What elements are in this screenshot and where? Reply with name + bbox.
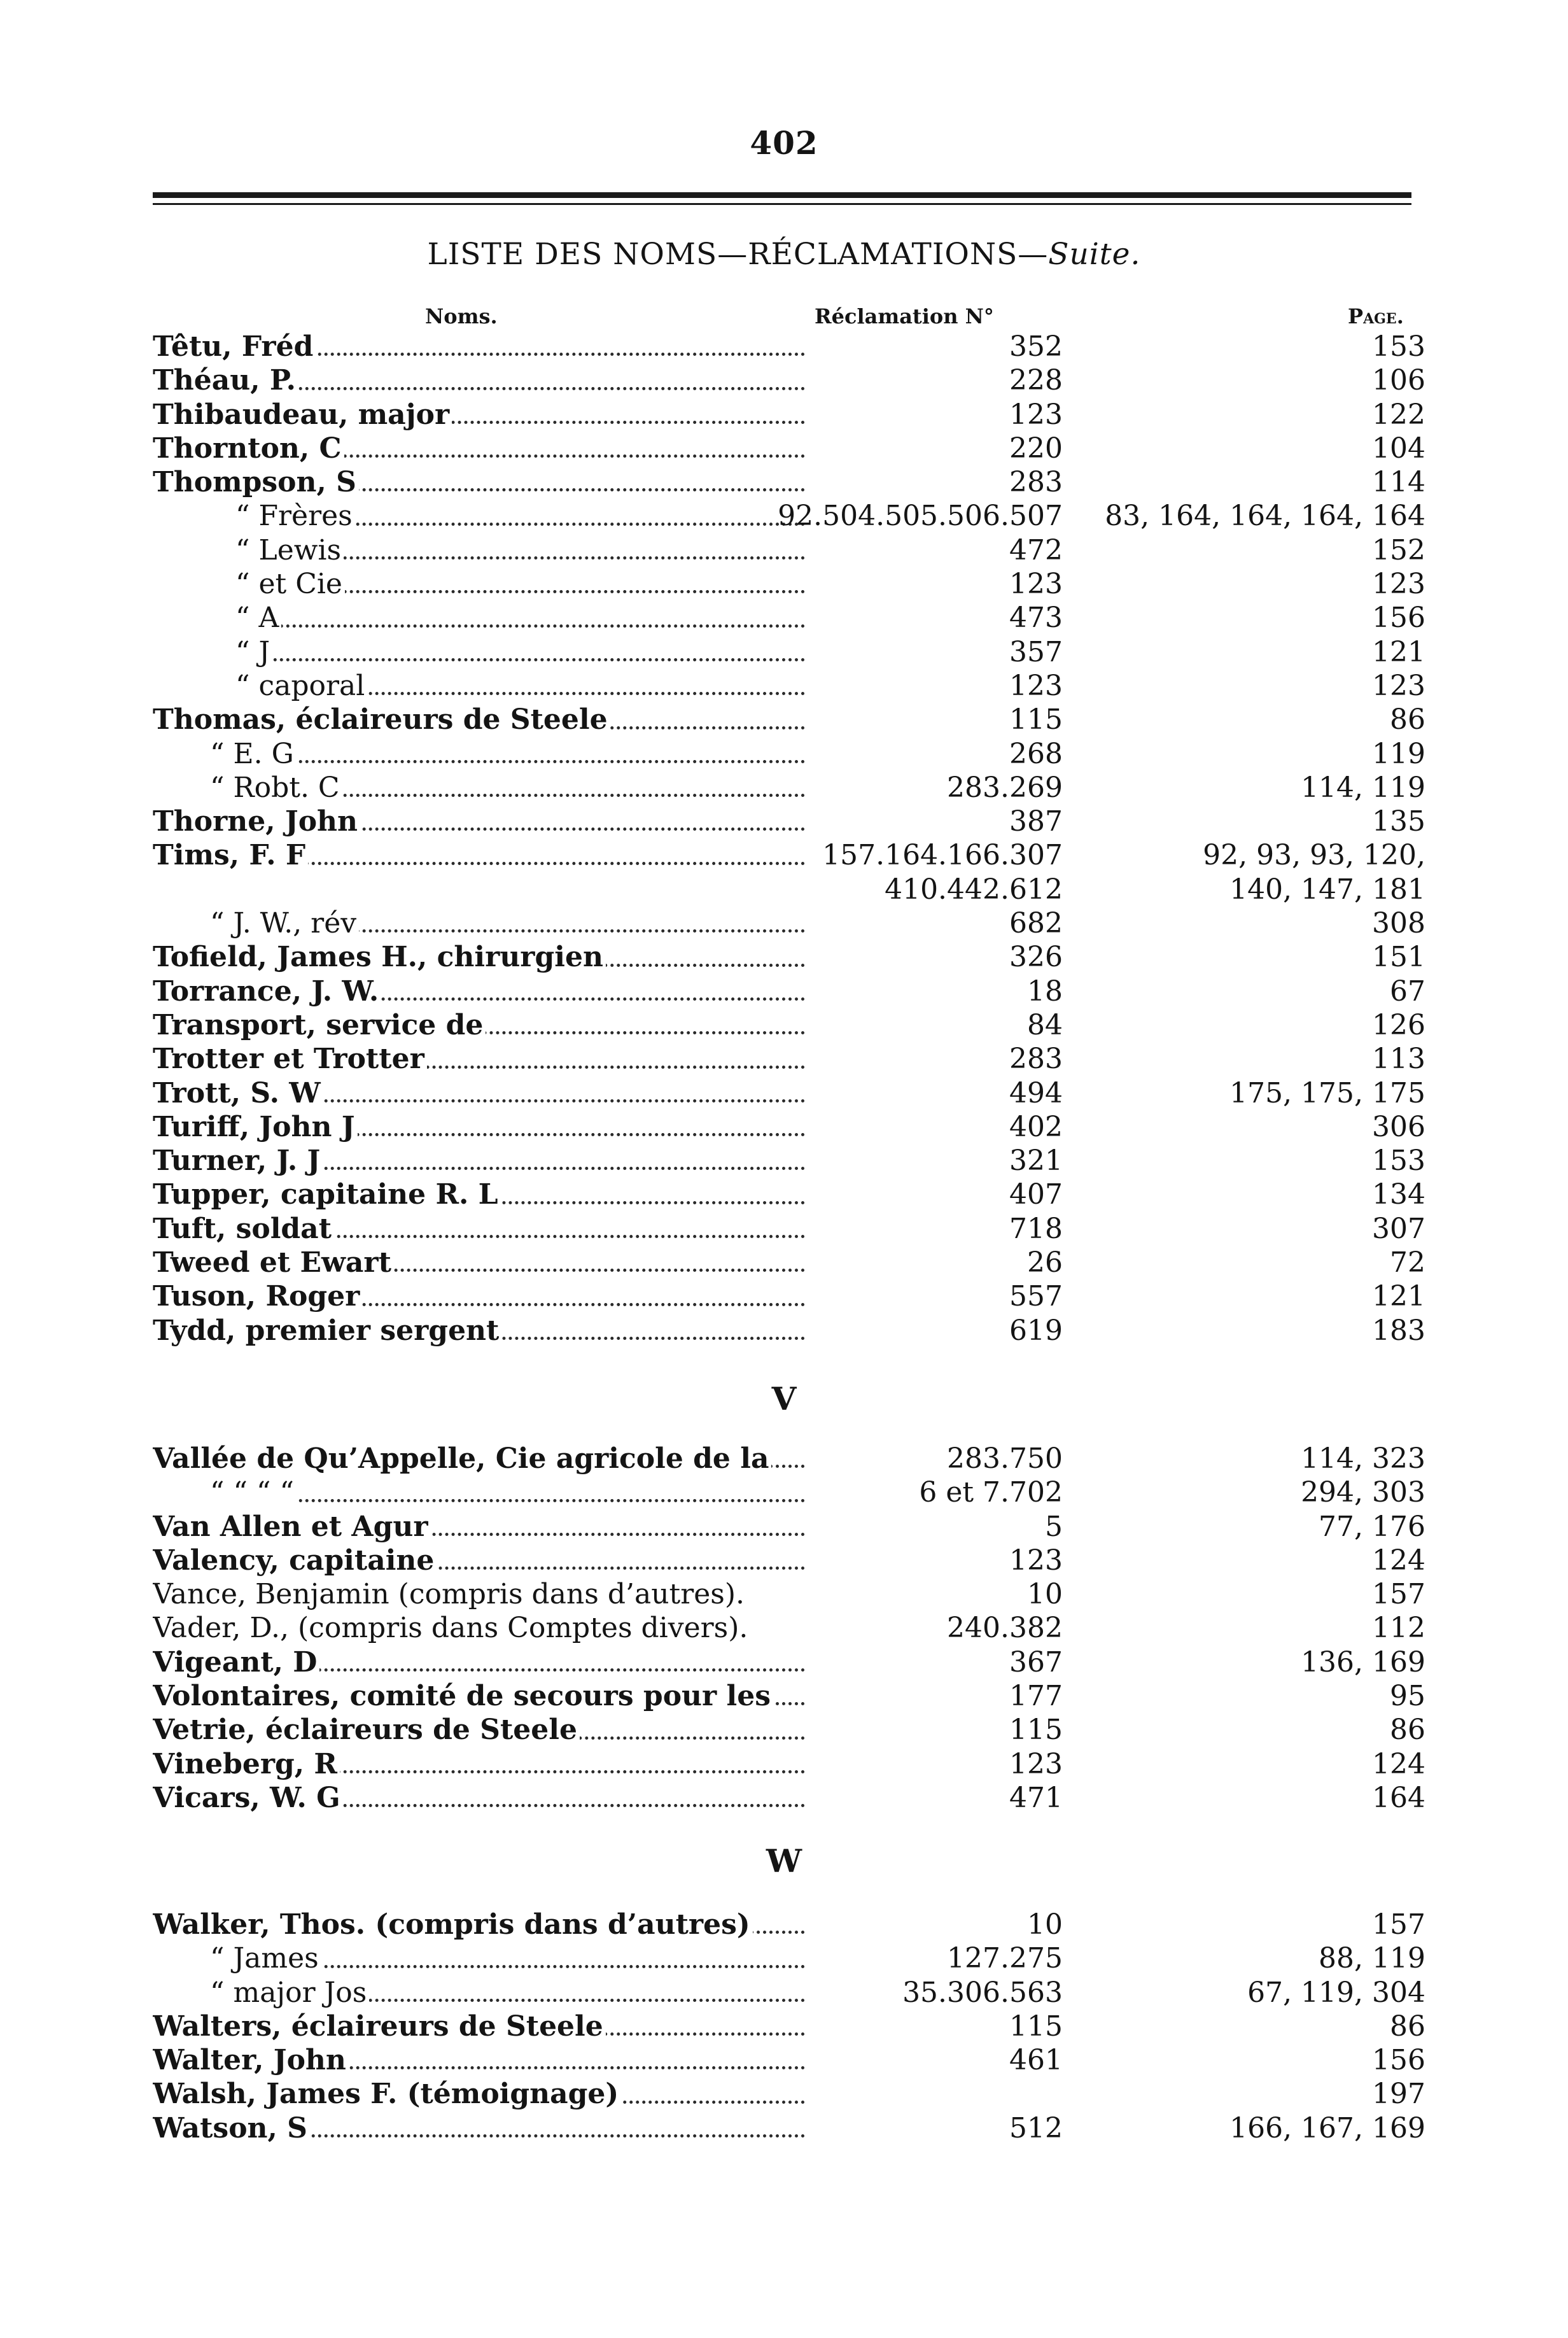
entry-name-cell: [153, 2077, 805, 2111]
entry-name: “ major Jos: [153, 1976, 369, 2009]
reclamation-number: 283.269: [947, 771, 1063, 804]
entry-name: “ A: [153, 602, 281, 634]
entry-name: Tupper, capitaine R. L: [153, 1178, 501, 1211]
reclamation-number: 619: [1009, 1314, 1063, 1347]
reclamation-number: 352: [1009, 330, 1063, 363]
reclamation-number: 220: [1009, 432, 1063, 465]
reclamation-number: 240.382: [947, 1612, 1063, 1645]
page-reference: 123: [1372, 669, 1425, 702]
page-reference: 95: [1390, 1680, 1425, 1713]
entry-name-cell: [153, 1246, 805, 1279]
reclamation-number: 283.750: [947, 1442, 1063, 1475]
index-row: [153, 1645, 1425, 1679]
entry-name-cell: [153, 873, 805, 906]
reclamation-number: 127.275: [947, 1942, 1063, 1975]
title-suite: Suite.: [1048, 237, 1141, 272]
reclamation-number: 718: [1009, 1212, 1063, 1245]
reclamation-number: 461: [1009, 2044, 1063, 2077]
reclamation-number: 123: [1009, 398, 1063, 431]
page-reference: 153: [1372, 1144, 1425, 1178]
entry-name-cell: [153, 737, 805, 771]
entry-name-cell: [153, 1781, 805, 1815]
index-row: [153, 2010, 1425, 2043]
entry-name-cell: [153, 363, 805, 397]
entry-name-cell: [153, 1008, 805, 1042]
entry-name: Théau, P.: [153, 364, 298, 397]
reclamation-number: 473: [1009, 602, 1063, 635]
index-row: [153, 635, 1425, 669]
reclamation-number: 357: [1009, 635, 1063, 668]
entry-name-cell: [153, 1110, 805, 1144]
index-row: [153, 2077, 1425, 2111]
page-reference: 136, 169: [1301, 1645, 1425, 1679]
entry-name-cell: [153, 1475, 805, 1509]
reclamation-number: 10: [1027, 1908, 1063, 1941]
page-reference: 123: [1372, 568, 1425, 601]
page-reference: 121: [1372, 1280, 1425, 1313]
entry-name: Vance, Benjamin (compris dans d’autres).: [153, 1578, 747, 1610]
page-reference: 151: [1372, 941, 1425, 974]
page-reference: 126: [1372, 1008, 1425, 1041]
index-row: [153, 838, 1425, 872]
entry-name: “ James: [153, 1942, 321, 1975]
index-row: [153, 669, 1425, 703]
index-row: [153, 533, 1425, 567]
entry-name: Torrance, J. W.: [153, 975, 381, 1008]
entry-name: Turner, J. J: [153, 1144, 323, 1177]
entry-name-cell: [153, 1645, 805, 1679]
entry-name-cell: [153, 838, 805, 872]
index-row: [153, 1781, 1425, 1815]
entry-name: “ J: [153, 636, 272, 668]
entry-name: Watson, S: [153, 2112, 310, 2144]
entry-name: [153, 873, 155, 906]
entry-name-cell: [153, 1042, 805, 1076]
reclamation-number: 115: [1009, 2010, 1063, 2043]
entry-name: Thibaudeau, major: [153, 398, 452, 431]
page-reference: 86: [1390, 703, 1425, 736]
entry-name-cell: [153, 1212, 805, 1246]
entry-name-cell: [153, 669, 805, 703]
index-row: [153, 1246, 1425, 1279]
page-reference: 113: [1372, 1043, 1425, 1076]
page-reference: 114, 119: [1301, 771, 1425, 804]
index-row: [153, 330, 1425, 363]
entry-name-cell: [153, 1314, 805, 1348]
entry-name-cell: [153, 1144, 805, 1178]
index-row: [153, 1941, 1425, 1975]
page-reference: 156: [1372, 602, 1425, 635]
index-row: [153, 1908, 1425, 1941]
entry-name-cell: [153, 1076, 805, 1110]
entry-name: “ caporal: [153, 670, 367, 702]
entry-name-cell: [153, 1577, 805, 1611]
entry-name: Vader, D., (compris dans Comptes divers).: [153, 1612, 750, 1644]
reclamation-number: 123: [1009, 669, 1063, 702]
index-section-t: [153, 330, 1425, 1348]
reclamation-number: 367: [1009, 1645, 1063, 1679]
entry-name-cell: [153, 805, 805, 838]
index-row: [153, 805, 1425, 838]
index-row: [153, 1008, 1425, 1042]
entry-name-cell: [153, 330, 805, 363]
reclamation-number: 5: [1045, 1510, 1063, 1543]
reclamation-number: 18: [1027, 975, 1063, 1008]
index-row: [153, 1747, 1425, 1781]
column-header-names: Noms.: [425, 304, 498, 328]
page-reference: 119: [1372, 737, 1425, 770]
index-row: [153, 465, 1425, 499]
reclamation-number: 472: [1009, 533, 1063, 567]
index-row: [153, 567, 1425, 601]
reclamation-number: 92.504.505.506.507: [778, 500, 1063, 533]
reclamation-number: 6 et 7.702: [919, 1476, 1063, 1509]
entry-name-cell: [153, 1941, 805, 1975]
entry-name: Têtu, Fréd: [153, 330, 316, 363]
reclamation-number: 177: [1009, 1680, 1063, 1713]
page-reference: 134: [1372, 1178, 1425, 1211]
entry-name-cell: [153, 1279, 805, 1313]
entry-name-cell: [153, 1908, 805, 1941]
page-reference: 166, 167, 169: [1229, 2111, 1425, 2144]
page-reference: 86: [1390, 1714, 1425, 1747]
entry-name: Walker, Thos. (compris dans d’autres): [153, 1908, 753, 1941]
reclamation-number: 115: [1009, 703, 1063, 736]
entry-name: Trott, S. W: [153, 1077, 323, 1109]
entry-name-cell: [153, 533, 805, 567]
page-reference: 135: [1372, 805, 1425, 838]
reclamation-number: 123: [1009, 1544, 1063, 1577]
index-row: [153, 1577, 1425, 1611]
reclamation-number: 471: [1009, 1781, 1063, 1814]
entry-name: Tuft, soldat: [153, 1213, 334, 1245]
reclamation-number: 35.306.563: [902, 1976, 1063, 2009]
page-reference: 121: [1372, 635, 1425, 668]
index-section-w: [153, 1908, 1425, 2145]
entry-name-cell: [153, 1510, 805, 1544]
reclamation-number: 84: [1027, 1008, 1063, 1041]
reclamation-number: 123: [1009, 1747, 1063, 1780]
page-reference: 72: [1390, 1246, 1425, 1279]
header-rule-thin: [153, 203, 1411, 205]
entry-name-cell: [153, 1442, 805, 1475]
page-reference: 157: [1372, 1908, 1425, 1941]
entry-name-cell: [153, 2010, 805, 2043]
page-reference: 67: [1390, 975, 1425, 1008]
entry-name-cell: [153, 465, 805, 499]
entry-name-cell: [153, 1544, 805, 1577]
entry-name: Valency, capitaine: [153, 1544, 437, 1577]
reclamation-number: 682: [1009, 907, 1063, 940]
index-row: [153, 703, 1425, 736]
page-reference: 157: [1372, 1578, 1425, 1611]
reclamation-number: 268: [1009, 737, 1063, 770]
entry-name: Tuson, Roger: [153, 1280, 362, 1313]
entry-name: Thornton, C: [153, 432, 344, 465]
entry-name: Vineberg, R: [153, 1748, 340, 1780]
entry-name: Thorne, John: [153, 805, 360, 838]
reclamation-number: 494: [1009, 1076, 1063, 1109]
index-row: [153, 906, 1425, 940]
header-rule-thick: [153, 192, 1411, 198]
index-row: [153, 1442, 1425, 1475]
reclamation-number: 283: [1009, 1043, 1063, 1076]
page-reference: 308: [1372, 907, 1425, 940]
reclamation-number: 557: [1009, 1280, 1063, 1313]
index-row: [153, 1679, 1425, 1713]
entry-name: Vetrie, éclaireurs de Steele: [153, 1714, 580, 1746]
entry-name-cell: [153, 1679, 805, 1713]
entry-name: Volontaires, comité de secours pour les: [153, 1680, 773, 1712]
entry-name: Walters, éclaireurs de Steele: [153, 2010, 606, 2043]
reclamation-number: 283: [1009, 466, 1063, 499]
reclamation-number: 402: [1009, 1110, 1063, 1143]
entry-name: Trotter et Trotter: [153, 1043, 427, 1075]
entry-name: Thompson, S: [153, 466, 359, 498]
page-reference: 164: [1372, 1781, 1425, 1814]
entry-name: “ Robt. C: [153, 771, 342, 804]
entry-name: Thomas, éclaireurs de Steele: [153, 703, 610, 736]
entry-name: “ Frères: [153, 500, 355, 532]
entry-name-cell: [153, 1611, 805, 1645]
reclamation-number: 228: [1009, 364, 1063, 397]
entry-name: Tydd, premier sergent: [153, 1314, 501, 1347]
page-reference: 92, 93, 93, 120,: [1203, 839, 1425, 872]
entry-name: Van Allen et Agur: [153, 1511, 431, 1543]
page-reference: 306: [1372, 1110, 1425, 1143]
entry-name: Walsh, James F. (témoignage): [153, 2078, 621, 2110]
index-row: [153, 1544, 1425, 1577]
index-row: [153, 1110, 1425, 1144]
entry-name-cell: [153, 2111, 805, 2145]
index-row: [153, 1212, 1425, 1246]
entry-name-cell: [153, 1747, 805, 1781]
index-row: [153, 1475, 1425, 1509]
reclamation-number: 321: [1009, 1144, 1063, 1178]
index-row: [153, 940, 1425, 974]
index-row: [153, 2111, 1425, 2145]
entry-name-cell: [153, 567, 805, 601]
entry-name: “ J. W., rév: [153, 907, 359, 940]
entry-name-cell: [153, 2043, 805, 2077]
column-header-page: Page.: [1348, 304, 1404, 328]
index-row: [153, 601, 1425, 635]
entry-name-cell: [153, 975, 805, 1008]
index-row: [153, 873, 1425, 906]
page-reference: 153: [1372, 330, 1425, 363]
entry-name: “ E. G: [153, 738, 297, 770]
entry-name: Vicars, W. G: [153, 1782, 343, 1814]
page-reference: 112: [1372, 1612, 1425, 1645]
index-row: [153, 363, 1425, 397]
page-reference: 140, 147, 181: [1229, 873, 1425, 906]
index-row: [153, 1314, 1425, 1348]
index-row: [153, 1042, 1425, 1076]
entry-name: “ Lewis: [153, 534, 344, 567]
entry-name: Tofield, James H., chirurgien: [153, 941, 606, 973]
page-reference: 122: [1372, 398, 1425, 431]
reclamation-number: 26: [1027, 1246, 1063, 1279]
index-row: [153, 1279, 1425, 1313]
entry-name: “ “ “ “: [153, 1476, 297, 1509]
index-row: [153, 499, 1425, 533]
page-reference: 86: [1390, 2010, 1425, 2043]
reclamation-number: 123: [1009, 568, 1063, 601]
page-reference: 114: [1372, 466, 1425, 499]
entry-name-cell: [153, 601, 805, 635]
reclamation-number: 115: [1009, 1714, 1063, 1747]
entry-name-cell: [153, 771, 805, 805]
index-row: [153, 1178, 1425, 1211]
page-reference: 307: [1372, 1212, 1425, 1245]
page-reference: 83, 164, 164, 164, 164: [1105, 500, 1425, 533]
index-row: [153, 1976, 1425, 2010]
reclamation-number: 410.442.612: [885, 873, 1063, 906]
index-row: [153, 737, 1425, 771]
entry-name-cell: [153, 398, 805, 432]
entry-name: Transport, service de: [153, 1009, 486, 1041]
page-reference: 67, 119, 304: [1247, 1976, 1425, 2009]
reclamation-number: 387: [1009, 805, 1063, 838]
entry-name: “ et Cie: [153, 568, 345, 600]
entry-name-cell: [153, 499, 805, 533]
page-reference: 197: [1372, 2078, 1425, 2111]
entry-name: Vigeant, D: [153, 1646, 319, 1679]
reclamation-number: 10: [1027, 1578, 1063, 1611]
entry-name: Vallée de Qu’Appelle, Cie agricole de la: [153, 1442, 771, 1475]
section-letter-w: W: [766, 1842, 802, 1880]
index-row: [153, 1611, 1425, 1645]
entry-name: Tweed et Ewart: [153, 1246, 394, 1279]
index-row: [153, 1144, 1425, 1178]
column-header-reclamation: Réclamation N°: [815, 304, 994, 328]
index-row: [153, 398, 1425, 432]
index-row: [153, 2043, 1425, 2077]
page-reference: 294, 303: [1301, 1476, 1425, 1509]
reclamation-number: 326: [1009, 941, 1063, 974]
page-reference: 124: [1372, 1544, 1425, 1577]
index-row: [153, 1510, 1425, 1544]
entry-name: Walter, John: [153, 2044, 349, 2076]
entry-name-cell: [153, 635, 805, 669]
page-reference: 156: [1372, 2044, 1425, 2077]
index-row: [153, 1713, 1425, 1747]
page-reference: 114, 323: [1301, 1442, 1425, 1475]
section-letter-v: V: [771, 1380, 797, 1418]
page-number: 402: [750, 124, 818, 162]
page-reference: 175, 175, 175: [1229, 1076, 1425, 1109]
page-reference: 104: [1372, 432, 1425, 465]
reclamation-number: 512: [1009, 2111, 1063, 2144]
entry-name: Tims, F. F: [153, 839, 308, 871]
entry-name-cell: [153, 1976, 805, 2010]
entry-name: Turiff, John J: [153, 1111, 358, 1143]
entry-name-cell: [153, 940, 805, 974]
index-row: [153, 1076, 1425, 1110]
index-section-v: [153, 1442, 1425, 1815]
reclamation-number: 157.164.166.307: [822, 839, 1063, 872]
entry-name-cell: [153, 703, 805, 736]
page-title: [0, 237, 1568, 272]
page-reference: 124: [1372, 1747, 1425, 1780]
index-row: [153, 975, 1425, 1008]
reclamation-number: 407: [1009, 1178, 1063, 1211]
entry-name-cell: [153, 906, 805, 940]
page-reference: 183: [1372, 1314, 1425, 1347]
entry-name-cell: [153, 1713, 805, 1747]
index-row: [153, 771, 1425, 805]
title-main: LISTE DES NOMS—RÉCLAMATIONS—: [427, 237, 1049, 272]
page-reference: 152: [1372, 533, 1425, 567]
index-row: [153, 432, 1425, 465]
page-reference: 88, 119: [1319, 1942, 1425, 1975]
entry-name-cell: [153, 1178, 805, 1211]
page-reference: 77, 176: [1319, 1510, 1425, 1543]
entry-name-cell: [153, 432, 805, 465]
page-reference: 106: [1372, 364, 1425, 397]
